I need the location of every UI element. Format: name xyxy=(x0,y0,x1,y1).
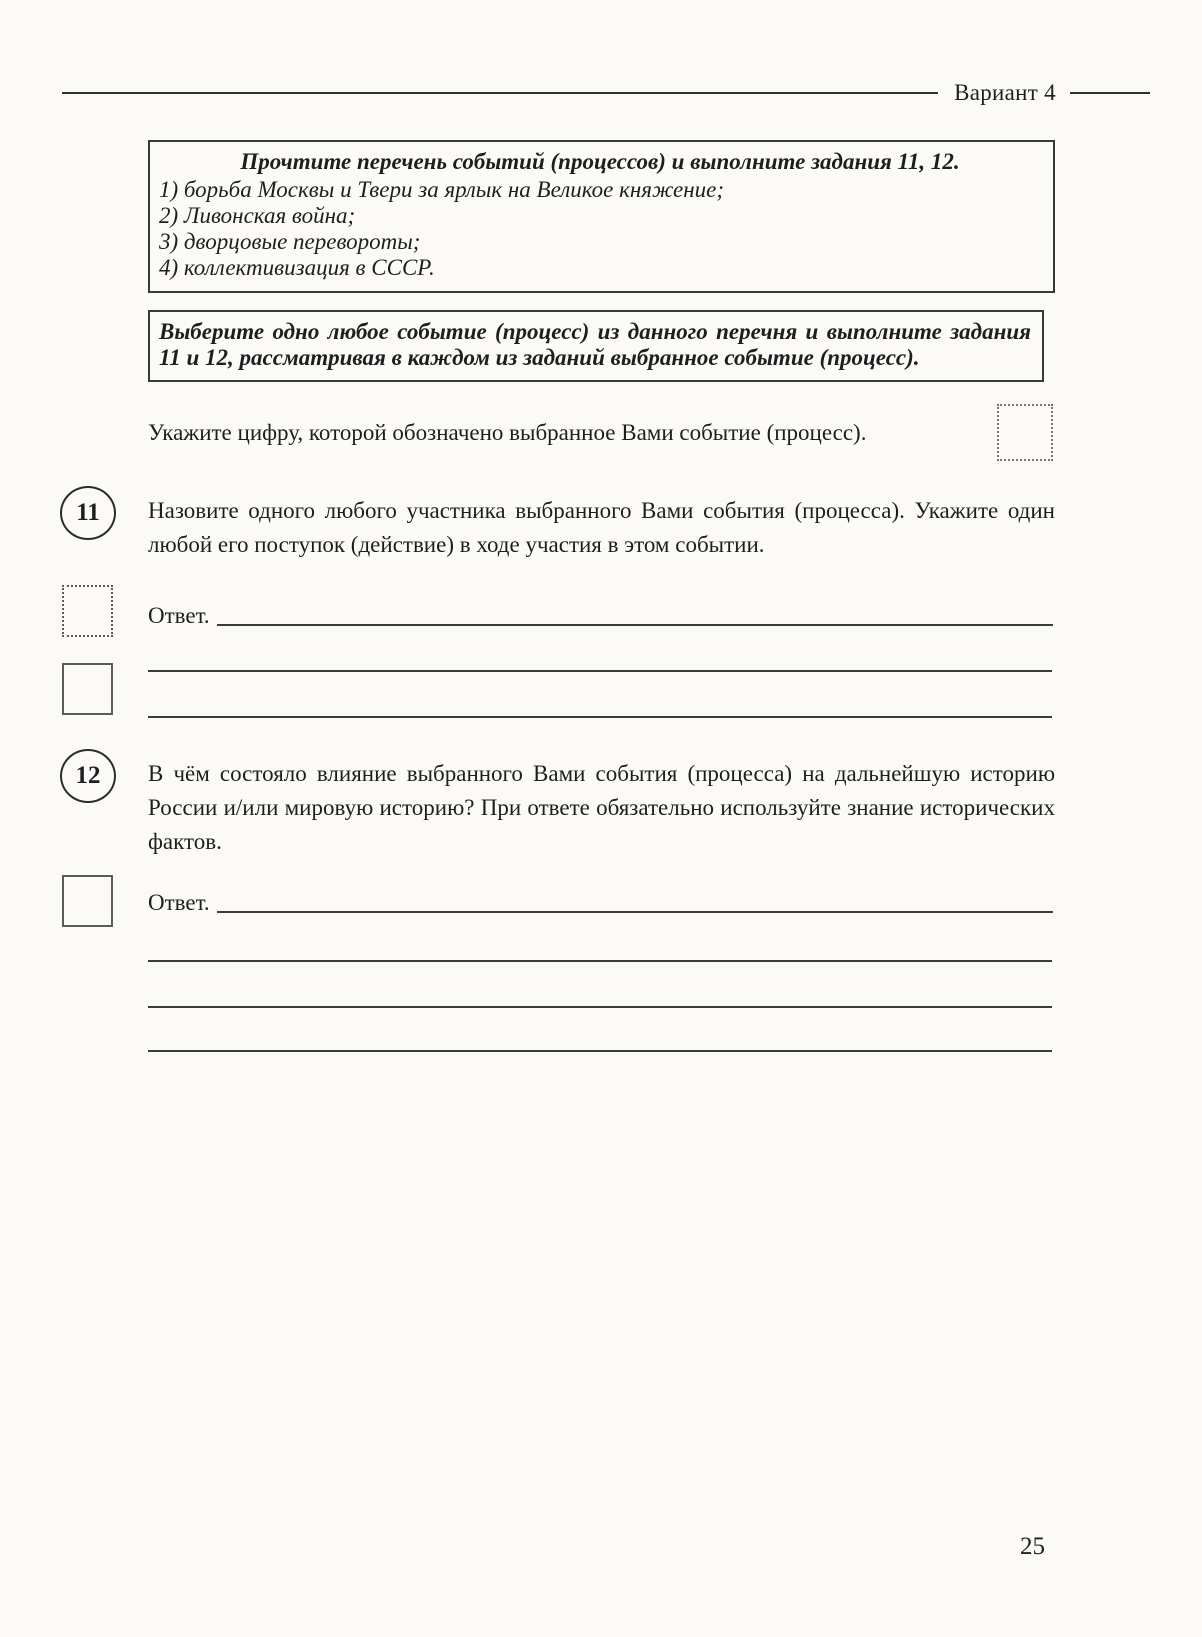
task-11-number-badge: 11 xyxy=(60,486,116,540)
task-12 xyxy=(60,749,1055,859)
variant-label: Вариант 4 xyxy=(954,80,1056,105)
task-11-score-box xyxy=(62,585,113,637)
task-12-answer-line xyxy=(217,911,1053,913)
page-header xyxy=(62,80,1150,106)
task-11-text: Назовите одного любого участника выбранного Вами события (процесса). Укажите один любой его поступок (действие) в ходе участия в этом событии. xyxy=(148,498,1055,557)
task-12-writing-line-4 xyxy=(148,1050,1052,1052)
instruction-box xyxy=(148,310,1044,382)
task-11-answer-row xyxy=(148,600,1053,630)
header-rule-left xyxy=(62,92,938,94)
task-12-answer-label: Ответ. xyxy=(148,890,210,915)
task-11-answer-line xyxy=(217,624,1053,626)
digit-prompt-text: Укажите цифру, которой обозначено выбранное Вами событие (процесс). xyxy=(148,419,867,445)
instruction-text: Выберите одно любое событие (процесс) из данного перечня и выполните задания 11 и 12, рассматривая в каждом из заданий выбранное событие (процесс). xyxy=(159,319,1031,370)
page-number: 25 xyxy=(1020,1533,1045,1560)
task-12-writing-line-2 xyxy=(148,960,1052,962)
header-rule-right xyxy=(1070,92,1150,94)
task-11-writing-line-2 xyxy=(148,670,1052,672)
event-item-2: 2) Ливонская война; xyxy=(159,203,356,228)
event-item-4: 4) коллективизация в СССР. xyxy=(159,255,435,280)
digit-prompt-row xyxy=(148,404,1053,461)
task-11-answer-label: Ответ. xyxy=(148,603,210,628)
digit-answer-box xyxy=(997,404,1053,461)
event-item-3: 3) дворцовые перевороты; xyxy=(159,229,421,254)
task-12-writing-line-3 xyxy=(148,1006,1052,1008)
task-11 xyxy=(60,486,1055,562)
task-12-score-box xyxy=(62,875,113,927)
event-item-1: 1) борьба Москвы и Твери за ярлык на Великое княжение; xyxy=(159,177,725,202)
task-12-answer-row xyxy=(148,887,1053,917)
events-list-title: Прочтите перечень событий (процессов) и выполните задания 11, 12. xyxy=(240,149,960,174)
task-12-text: В чём состояло влияние выбранного Вами события (процесса) на дальнейшую историю России и/или мировую историю? При ответе обязательно используйте знание исторических фактов. xyxy=(148,761,1055,854)
task-12-number-badge: 12 xyxy=(60,749,116,803)
task-11-writing-line-3 xyxy=(148,716,1052,718)
events-list-box xyxy=(148,140,1055,293)
task-11-score-box-2 xyxy=(62,663,113,715)
